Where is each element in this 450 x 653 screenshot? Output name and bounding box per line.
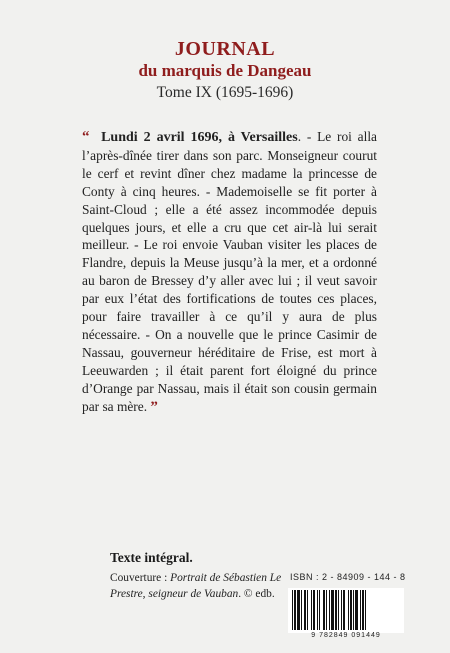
barcode-bar [307,590,308,630]
barcode-bar [301,590,302,630]
barcode-bar [294,590,296,630]
barcode-graphic [288,588,404,633]
barcode-bar [355,590,358,630]
barcode-bar [319,590,320,630]
barcode-bar [338,590,339,630]
title-block [0,38,450,104]
barcode-bar [360,590,361,630]
isbn-label: ISBN : 2 - 84909 - 144 - 8 [290,572,406,582]
barcode [288,588,404,633]
cover-suffix: . © edb. [238,588,275,600]
barcode-bar [343,590,345,630]
excerpt-lead: Lundi 2 avril 1696, à Versailles [101,130,298,145]
barcode-bar [331,590,334,630]
cover-prefix: Couverture : [110,572,171,584]
barcode-bar [323,590,325,630]
integral-text-label: Texte intégral. [110,550,193,565]
barcode-bar [311,590,312,630]
book-title: JOURNAL [174,38,276,60]
barcode-bar [348,590,349,630]
barcode-bar [341,590,342,630]
barcode-bar [297,590,300,630]
barcode-bar [292,590,293,630]
barcode-bar [335,590,337,630]
book-subtitle: du marquis de Dangeau [138,61,312,80]
open-quote: “ [82,129,90,145]
barcode-bar [317,590,318,630]
barcode-bar [326,590,327,630]
barcode-bar [353,590,354,630]
volume-label: Tome IX (1695-1696) [156,84,294,101]
barcode-bar [365,590,366,630]
cover-credit [110,570,290,602]
close-quote: ” [150,398,158,415]
barcode-bar [304,590,306,630]
barcode-bar [313,590,315,630]
cover-title: Portrait de Sébastien Le Prestre, seigneur de Vauban [110,572,282,600]
barcode-bar [329,590,330,630]
excerpt-paragraph [82,128,377,417]
excerpt-body: . - Le roi alla l’après-dînée tirer dans son parc. Monseigneur courut le cerf et revint dîner chez madame la princesse de Conty à cinq heures. - Mademoiselle se fit porter à Saint-Cloud ; elle a été assez incommodée depuis quelques jours, et elle a cru que cet air-là lui serait meilleur. - Le roi envoie Vauban visiter les places de Flandre, depuis la Meuse jusqu’à la mer, et a ordonné au baron de Bressey d’y aller avec lui ; il veut savoir par eux l’état des fortifications de toutes ces places, pour faire travailler à ce qu’il y aura de plus nécessaire. - On a nouvelle que le prince Casimir de Nassau, gouverneur héréditaire de Frise, est mort à Leeuwarden ; il était parent fort éloigné du prince d’Orange par Nassau, mais il était son cousin germain par sa mère. [82,129,377,414]
barcode-number: 9 782849 091449 [311,632,381,639]
barcode-bar [362,590,364,630]
barcode-bar [350,590,352,630]
excerpt-text [82,128,377,417]
